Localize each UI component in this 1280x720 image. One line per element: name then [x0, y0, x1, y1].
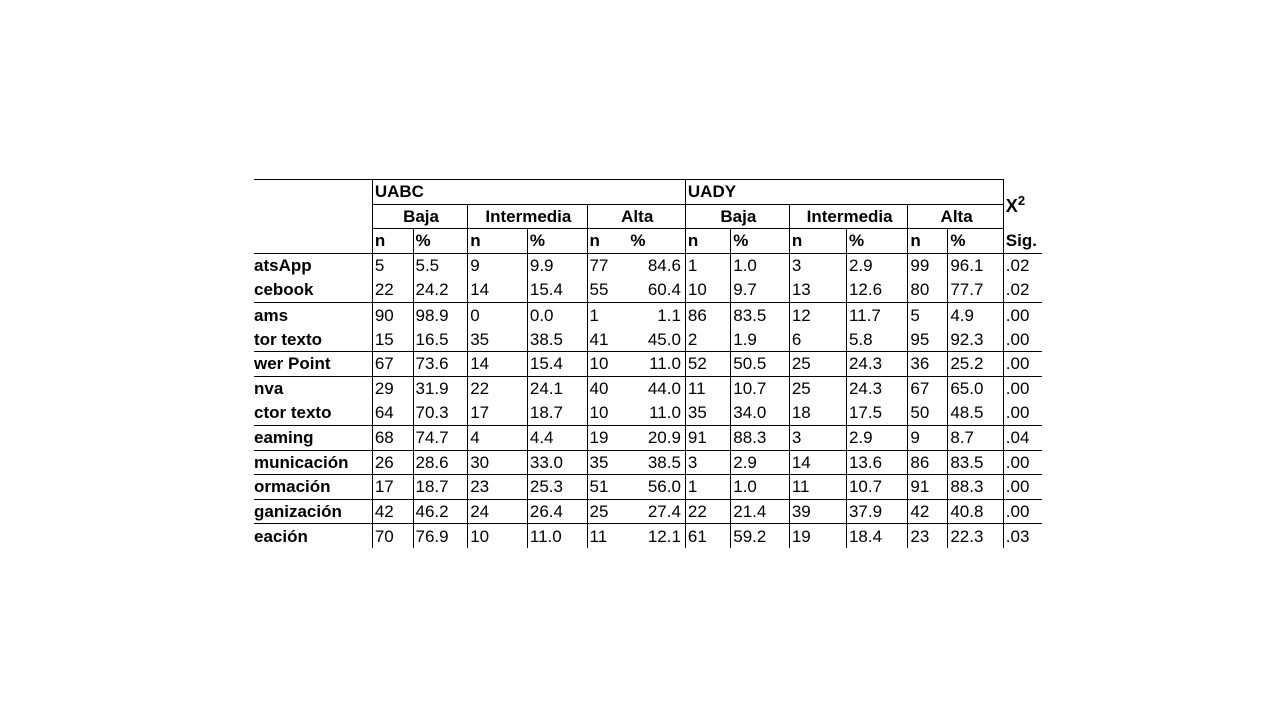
cell: 41 [587, 327, 628, 352]
cell: 9.7 [731, 278, 790, 303]
cell: 65.0 [948, 376, 1003, 401]
cell: 45.0 [628, 327, 685, 352]
level-header: Intermedia [468, 204, 587, 229]
cell: 88.3 [731, 425, 790, 450]
cell: 23 [468, 475, 528, 500]
cell: 55 [587, 278, 628, 303]
cell: 0.0 [527, 302, 587, 327]
cell: 50.5 [731, 352, 790, 377]
cell: 24 [468, 499, 528, 524]
sig-header: Sig. [1003, 229, 1042, 254]
cell: 24.1 [527, 376, 587, 401]
cell: 12.6 [846, 278, 907, 303]
cell: 40.8 [948, 499, 1003, 524]
cell: 25 [789, 376, 846, 401]
cell: 22 [685, 499, 730, 524]
table-row [254, 302, 1042, 327]
cell: 25.2 [948, 352, 1003, 377]
level-header: Baja [372, 204, 467, 229]
cell: 35 [468, 327, 528, 352]
cell: 25.3 [527, 475, 587, 500]
cell: 18.7 [527, 401, 587, 426]
cell: 98.9 [413, 302, 468, 327]
cell: 1 [685, 253, 730, 278]
cell: 17.5 [846, 401, 907, 426]
cell: 95 [908, 327, 948, 352]
cell: 38.5 [527, 327, 587, 352]
cell: 22 [468, 376, 528, 401]
subheader-pct: % [628, 229, 685, 254]
cell: 14 [468, 278, 528, 303]
cell: 70 [372, 524, 413, 549]
table-row [254, 376, 1042, 401]
cell: 50 [908, 401, 948, 426]
header-row-sub [254, 229, 1042, 254]
cell: 24.2 [413, 278, 468, 303]
cell: 35 [685, 401, 730, 426]
cell: 24.3 [846, 352, 907, 377]
cell: 3 [685, 450, 730, 475]
cell: 44.0 [647, 379, 681, 399]
cell: .00 [1003, 302, 1042, 327]
cell: .02 [1003, 253, 1042, 278]
cell: .00 [1003, 450, 1042, 475]
cell: 77 [587, 253, 628, 278]
table-row [254, 278, 1042, 303]
cell: 91 [685, 425, 730, 450]
subheader-n: n [908, 229, 948, 254]
row-label: ctor texto [254, 401, 372, 426]
cell: 23 [908, 524, 948, 549]
cell: 60.4 [628, 278, 685, 303]
cell: 91 [908, 475, 948, 500]
row-label: ams [254, 305, 289, 325]
cell: 10.7 [846, 475, 907, 500]
header-row-groups [254, 180, 1042, 205]
row-label: cebook [254, 278, 372, 303]
cell: 99 [908, 253, 948, 278]
cell: 86 [908, 450, 948, 475]
level-header: Intermedia [789, 204, 908, 229]
chi-square-header [1003, 180, 1042, 229]
cell: 1 [587, 302, 628, 327]
cell: 15.4 [527, 278, 587, 303]
subheader-pct: % [413, 229, 468, 254]
cell: 46.2 [413, 499, 468, 524]
cell: 9 [468, 253, 528, 278]
row-label: atsApp [254, 256, 312, 276]
cell: .00 [1003, 499, 1042, 524]
cell: 3 [789, 425, 846, 450]
subheader-pct: % [948, 229, 1003, 254]
cell: 80 [908, 278, 948, 303]
cell: 17 [372, 475, 413, 500]
table-row [254, 475, 1042, 500]
cell: 20.9 [628, 425, 685, 450]
cell: 11 [587, 524, 628, 549]
group-header-uabc: UABC [372, 180, 685, 205]
cell: 76.9 [413, 524, 468, 549]
row-label: ganización [254, 499, 372, 524]
table-row [254, 352, 1042, 377]
cell: 19 [789, 524, 846, 549]
table-row [254, 499, 1042, 524]
cell: 25 [587, 499, 628, 524]
cell: 30 [468, 450, 528, 475]
cell: 88.3 [948, 475, 1003, 500]
subheader-n: n [468, 229, 528, 254]
cell: 4 [468, 425, 528, 450]
cell: 4.9 [948, 302, 1003, 327]
cell: .00 [1003, 327, 1042, 352]
cell: 15.4 [527, 352, 587, 377]
table-row [254, 524, 1042, 549]
cell: 52 [685, 352, 730, 377]
cell: 5 [372, 253, 413, 278]
subheader-n: n [789, 229, 846, 254]
cell: 15 [372, 327, 413, 352]
cell: 42 [908, 499, 948, 524]
row-label: municación [254, 450, 372, 475]
cell: 34.0 [731, 401, 790, 426]
cell: 10 [685, 278, 730, 303]
cell: 64 [372, 401, 413, 426]
cell: 5.8 [846, 327, 907, 352]
cell: 1.9 [731, 327, 790, 352]
cell: 2.9 [846, 425, 907, 450]
cell: 26.4 [527, 499, 587, 524]
cell: 12.1 [647, 526, 681, 546]
cell: 1 [685, 475, 730, 500]
level-header: Baja [685, 204, 789, 229]
subheader-pct: % [846, 229, 907, 254]
cell: 9 [908, 425, 948, 450]
table-viewport [254, 179, 1112, 549]
table-row [254, 401, 1042, 426]
cell: 10 [587, 352, 628, 377]
cell: 96.1 [948, 253, 1003, 278]
table-row [254, 253, 1042, 278]
cell: 1.0 [731, 475, 790, 500]
cell: 11.7 [846, 302, 907, 327]
level-header: Alta [587, 204, 685, 229]
row-label: wer Point [254, 352, 372, 377]
cell: 21.4 [731, 499, 790, 524]
cell: 40 [587, 376, 628, 401]
cell: 4.4 [527, 425, 587, 450]
cell: 13 [789, 278, 846, 303]
cell: 42 [372, 499, 413, 524]
cell: 5 [908, 302, 948, 327]
cell: 11.0 [527, 524, 587, 549]
subheader-n: n [587, 229, 628, 254]
row-label: nva [254, 379, 284, 399]
cell: 11 [685, 376, 730, 401]
table-row [254, 450, 1042, 475]
cell: 6 [789, 327, 846, 352]
cell: 18.7 [413, 475, 468, 500]
cell: 17 [468, 401, 528, 426]
cell: 18 [789, 401, 846, 426]
cell: 48.5 [948, 401, 1003, 426]
row-label: ormación [254, 475, 372, 500]
cell: 10 [587, 401, 628, 426]
row-label: tor texto [254, 327, 372, 352]
subheader-pct: % [527, 229, 587, 254]
cell: 26 [372, 450, 413, 475]
cell: 11.0 [628, 401, 685, 426]
cell: 73.6 [413, 352, 468, 377]
cell: 92.3 [948, 327, 1003, 352]
cell: 31.9 [413, 376, 468, 401]
cell: 9.9 [527, 253, 587, 278]
cell: 0 [468, 302, 528, 327]
cell: 16.5 [413, 327, 468, 352]
cell: 12 [789, 302, 846, 327]
cell: .00 [1003, 376, 1042, 401]
cell: 19 [587, 425, 628, 450]
cell: 39 [789, 499, 846, 524]
cell: 51 [587, 475, 628, 500]
cell: .03 [1003, 524, 1042, 549]
cell: 70.3 [413, 401, 468, 426]
cell: 2.9 [731, 450, 790, 475]
cell: 56.0 [628, 475, 685, 500]
group-header-uady: UADY [685, 180, 1003, 205]
cell: 24.3 [846, 376, 907, 401]
cell: 27.4 [628, 499, 685, 524]
cell: .00 [1003, 401, 1042, 426]
cell: 77.7 [948, 278, 1003, 303]
cell: .04 [1003, 425, 1042, 450]
cell: 37.9 [846, 499, 907, 524]
cell: 2 [685, 327, 730, 352]
cell: 8.7 [948, 425, 1003, 450]
row-label: eación [254, 526, 308, 546]
subheader-n: n [685, 229, 730, 254]
row-label: eaming [254, 425, 372, 450]
cell: 11 [789, 475, 846, 500]
level-header: Alta [908, 204, 1003, 229]
cell: 22.3 [948, 524, 1003, 549]
cell: 1.1 [657, 305, 681, 325]
cell: 59.2 [731, 524, 790, 549]
cell: 68 [372, 425, 413, 450]
cell: 83.5 [948, 450, 1003, 475]
chi-superscript: 2 [1017, 192, 1026, 208]
cell: 36 [908, 352, 948, 377]
cell: 18.4 [846, 524, 907, 549]
cell: 25 [789, 352, 846, 377]
cell: 84.6 [647, 256, 681, 276]
chi-label: X [1005, 195, 1018, 216]
cell: 90 [372, 302, 413, 327]
cell: .02 [1003, 278, 1042, 303]
cell: 67 [908, 376, 948, 401]
cell: 22 [372, 278, 413, 303]
cell: 33.0 [527, 450, 587, 475]
cell: 1.0 [731, 253, 790, 278]
subheader-n: n [372, 229, 413, 254]
table-row [254, 327, 1042, 352]
cell: 61 [685, 524, 730, 549]
cell: 86 [685, 302, 730, 327]
cell: 83.5 [731, 302, 790, 327]
cell: 38.5 [628, 450, 685, 475]
cell: 14 [468, 352, 528, 377]
cell: .00 [1003, 352, 1042, 377]
cell: 11.0 [628, 352, 685, 377]
cell: 2.9 [846, 253, 907, 278]
cell: 29 [372, 376, 413, 401]
cell: 5.5 [413, 253, 468, 278]
table-row [254, 425, 1042, 450]
cell: 67 [372, 352, 413, 377]
corner-cell [254, 180, 372, 205]
cell: 13.6 [846, 450, 907, 475]
cell: .00 [1003, 475, 1042, 500]
cell: 35 [587, 450, 628, 475]
results-table [254, 179, 1042, 548]
cell: 10 [468, 524, 528, 549]
subheader-pct: % [731, 229, 790, 254]
header-row-levels [254, 204, 1042, 229]
cell: 10.7 [731, 376, 790, 401]
cell: 28.6 [413, 450, 468, 475]
cell: 14 [789, 450, 846, 475]
cell: 3 [789, 253, 846, 278]
cell: 74.7 [413, 425, 468, 450]
